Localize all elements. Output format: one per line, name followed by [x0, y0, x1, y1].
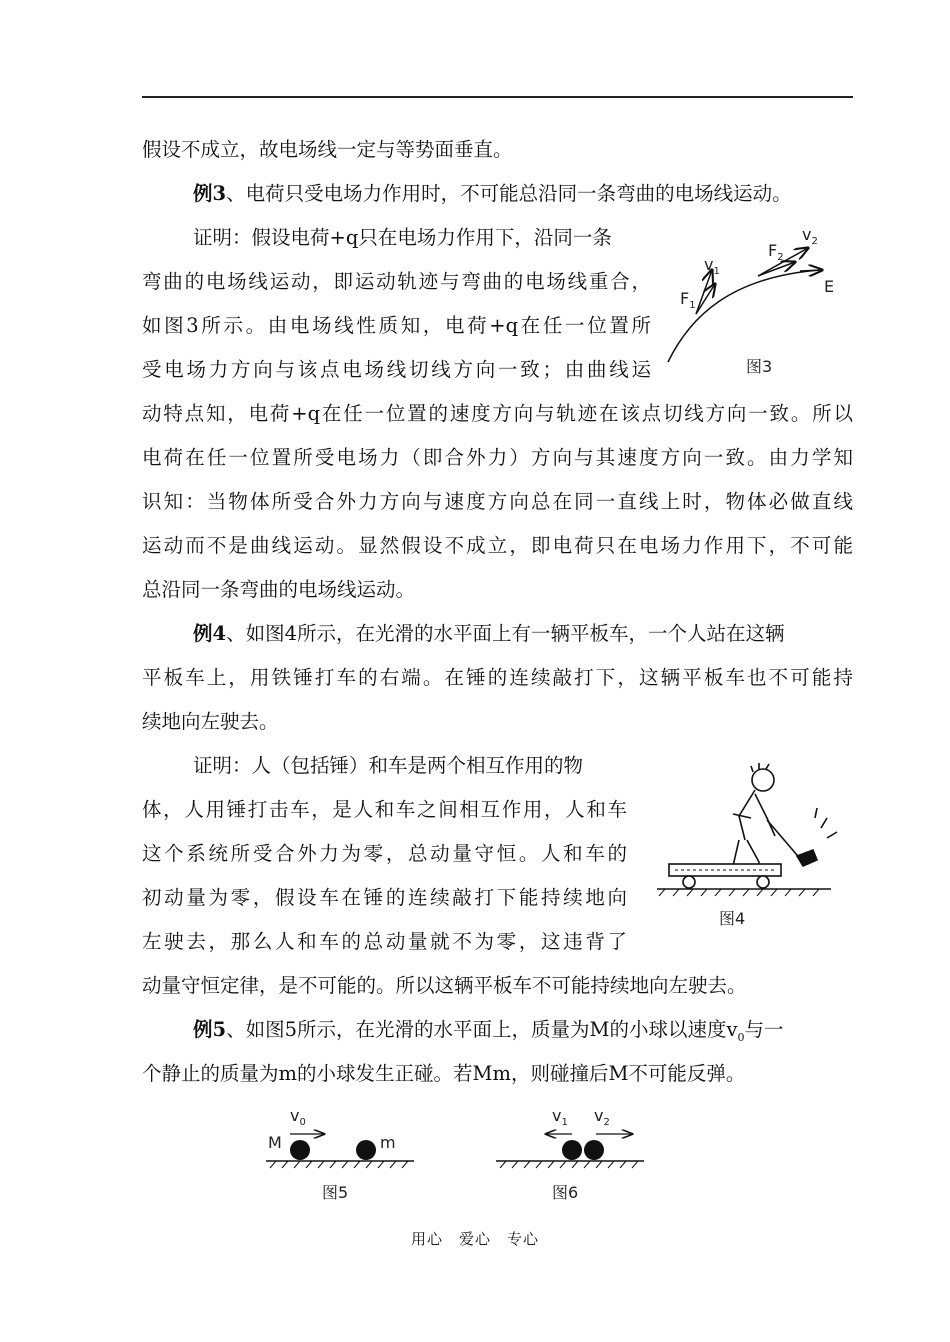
text-line: 平板车上，用铁锤打车的右端。在锤的连续敲打下，这辆平板车也不可能持 [142, 666, 853, 689]
figure-6-caption: 图6 [552, 1183, 579, 1202]
ball-small-m [356, 1140, 376, 1160]
label-v1: $v_1$ [704, 255, 720, 277]
subscript: 0 [737, 1030, 745, 1044]
text-line: 弯曲的电场线运动，即运动轨迹与弯曲的电场线重合， [142, 270, 651, 293]
example-5-heading [193, 1016, 783, 1044]
field-arrow-e [800, 270, 822, 271]
text-line: 如图3所示。由电场线性质知，电荷+q在任一位置所 [142, 314, 651, 337]
field-line-curve [668, 270, 820, 362]
text-line: 初动量为零，假设车在锤的连续敲打下能持续地向 [142, 886, 627, 909]
figure-5-caption: 图5 [322, 1183, 349, 1202]
example-label: 例5 [193, 1018, 227, 1041]
label-v2: $v_2$ [802, 225, 818, 247]
cart-wheel-right [757, 876, 769, 888]
text-line: 假设不成立，故电场线一定与等势面垂直。 [142, 138, 513, 161]
figure-6-collision-after [492, 1100, 652, 1210]
header-rule [142, 96, 853, 98]
person-arms [755, 794, 775, 836]
text-line: 电荷在任一位置所受电场力（即合外力）方向与其速度方向一致。由力学知 [142, 446, 853, 469]
figure-4-caption: 图4 [719, 909, 746, 928]
page-footer: 用心 爱心 专心 [410, 1230, 539, 1248]
text-line: 运动而不是曲线运动。显然假设不成立，即电荷只在电场力作用下，不可能 [142, 534, 853, 557]
example-3-heading [193, 180, 792, 208]
person-head [752, 769, 774, 791]
label-v0: $v_0$ [290, 1106, 306, 1128]
text-line: 这个系统所受合外力为零，总动量守恒。人和车的 [142, 842, 627, 865]
label-e: E [824, 277, 835, 296]
text-line: 识知：当物体所受合外力方向与速度方向总在同一直线上时，物体必做直线 [142, 490, 853, 513]
hammer-head [797, 850, 817, 866]
figure-5-collision-before [260, 1100, 420, 1210]
text-line: 总沿同一条弯曲的电场线运动。 [142, 578, 416, 601]
text-line: 个静止的质量为m的小球发生正碰。若Mm，则碰撞后M不可能反弹。 [142, 1062, 746, 1085]
text-line: 续地向左驶去。 [142, 710, 279, 733]
text-line: 证明：人（包括锤）和车是两个相互作用的物 [193, 754, 584, 777]
label-small-m: m [380, 1133, 396, 1152]
example-statement: 、如图4所示，在光滑的水平面上有一辆平板车，一个人站在这辆 [226, 622, 785, 645]
ball-small-m [584, 1140, 604, 1160]
example-label: 例4 [193, 622, 227, 645]
example-statement-end: 与一 [744, 1018, 784, 1041]
example-4-heading [193, 620, 785, 648]
label-big-m: M [268, 1133, 282, 1152]
ball-big-m [562, 1140, 582, 1160]
text-line: 受电场力方向与该点电场线切线方向一致；由曲线运 [142, 358, 651, 381]
figure-4-hammer-cart [655, 758, 845, 938]
label-v1: $v_1$ [552, 1106, 568, 1128]
text-line: 动量守恒定律，是不可能的。所以这辆平板车不可能持续地向左驶去。 [142, 974, 747, 997]
example-statement: 、电荷只受电场力作用时，不可能总沿同一条弯曲的电场线运动。 [226, 182, 792, 205]
example-statement: 、如图5所示，在光滑的水平面上，质量为M的小球以速度v [226, 1018, 738, 1041]
example-label: 例3 [193, 182, 227, 205]
label-f1: $F_1$ [680, 289, 696, 311]
label-f2: $F_2$ [768, 241, 784, 263]
figure-3-caption: 图3 [746, 357, 773, 376]
text-line: 左驶去，那么人和车的总动量就不为零，这违背了 [142, 930, 627, 953]
text-line: 动特点知，电荷+q在任一位置的速度方向与轨迹在该点切线方向一致。所以 [142, 402, 853, 425]
person-torso [739, 790, 755, 840]
label-v2: $v_2$ [594, 1106, 610, 1128]
cart-wheel-left [683, 876, 695, 888]
figure-3-field-line [660, 222, 850, 382]
ball-big-m [290, 1140, 310, 1160]
text-line: 体，人用锤打击车，是人和车之间相互作用，人和车 [142, 798, 627, 821]
text-line: 证明：假设电荷+q只在电场力作用下，沿同一条 [193, 226, 612, 249]
